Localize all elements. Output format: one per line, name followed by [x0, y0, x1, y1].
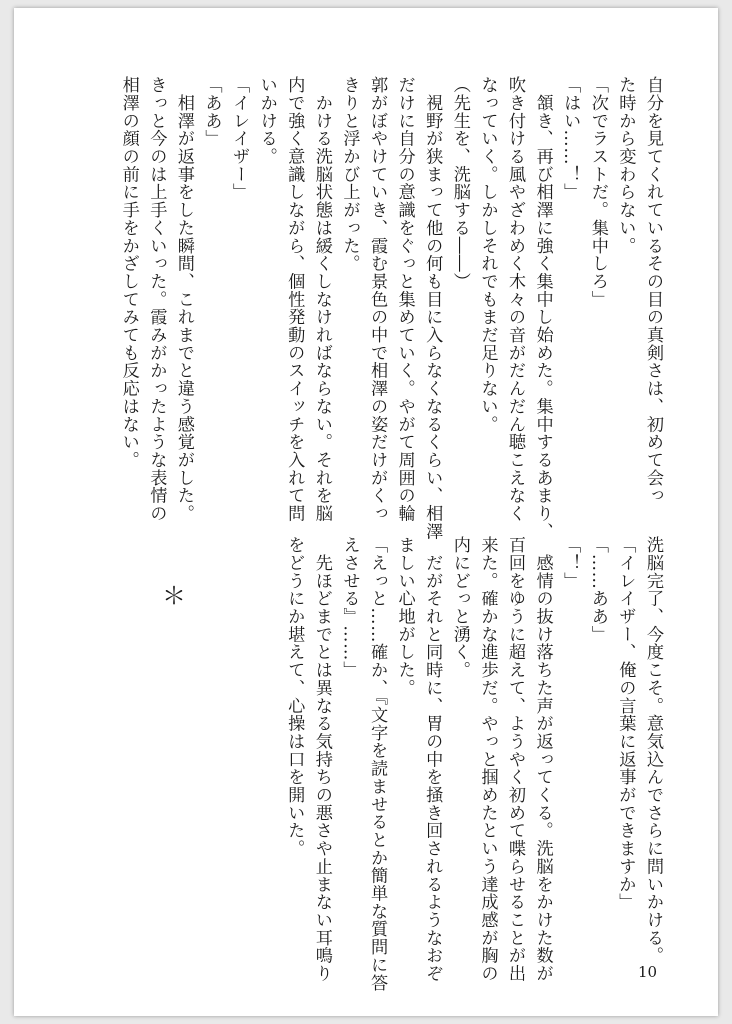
text-line: 「はい……！」	[560, 76, 581, 201]
text-line: 相澤が返事をした瞬間、これまでと違う感覚がした。	[173, 76, 194, 523]
scene-break-asterisk: ＊	[162, 582, 186, 610]
text-line: なっていく。しかしそれでもまだ足りない。	[477, 76, 498, 433]
text-line: 視野が狭まって他の何も目に入らなくなるくらい、相澤	[422, 76, 443, 541]
text-line: た時から変わらない。	[615, 76, 636, 255]
text-line: 「！」	[560, 536, 581, 590]
text-line: 頷き、再び相澤に強く集中し始めた。集中するあまり、	[532, 76, 553, 541]
text-line: 吹き付ける風やざわめく木々の音がだんだん聴こえなく	[505, 76, 526, 523]
text-line: きりと浮かび上がった。	[339, 76, 360, 273]
text-line: 来た。確かな進歩だ。やっと掴めたという達成感が胸の	[477, 536, 498, 983]
text-line: 「次でラストだ。集中しろ」	[587, 76, 608, 309]
text-line: 相澤の顔の前に手をかざしてみても反応はない。	[118, 76, 139, 469]
text-line: だけに自分の意識をぐっと集めていく。やがて周囲の輪	[394, 76, 415, 523]
text-line: 自分を見てくれているその目の真剣さは、初めて会っ	[643, 76, 663, 505]
text-line: かける洗脳状態は緩くしなければならない。それを脳	[311, 76, 332, 523]
text-line: （先生を、洗脳する――）	[449, 76, 470, 291]
text-line: 「……ああ」	[587, 536, 608, 644]
book-page	[14, 8, 718, 1016]
text-line: えさせる』……」	[339, 536, 360, 679]
text-line: 「イレイザー、俺の言葉に返事ができますか」	[615, 536, 636, 911]
text-line: 内にどっと湧く。	[449, 536, 470, 679]
text-line: 洗脳完了、今度こそ。意気込んでさらに問いかける。	[643, 536, 663, 965]
text-line: 「イレイザー」	[229, 76, 250, 201]
text-line: 「ああ」	[201, 76, 222, 148]
text-line: をどうにか堪えて、心操は口を開いた。	[284, 536, 305, 858]
text-line: 「えっと……確か、『文字を読ませるとか簡単な質問に答	[367, 536, 388, 992]
text-line: 郭がぼやけていき、霞む景色の中で相澤の姿だけがくっ	[367, 76, 388, 523]
text-line: 内で強く意識しながら、個性発動のスイッチを入れて問	[284, 76, 305, 523]
text-line: ましい心地がした。	[394, 536, 415, 697]
text-line: だがそれと同時に、胃の中を掻き回されるようなおぞ	[422, 536, 443, 983]
text-line: きっと今のは上手くいった。霞みがかったような表情の	[146, 76, 167, 523]
text-line: 感情の抜け落ちた声が返ってくる。洗脳をかけた数が	[532, 536, 553, 983]
top-text-block	[114, 76, 666, 541]
text-line: 百回をゆうに超えて、ようやく初めて喋らせることが出	[505, 536, 526, 983]
text-line: 先ほどまでとは異なる気持ちの悪さや止まない耳鳴り	[311, 536, 332, 983]
text-line: いかける。	[256, 76, 277, 166]
page-number: 10	[638, 963, 658, 981]
